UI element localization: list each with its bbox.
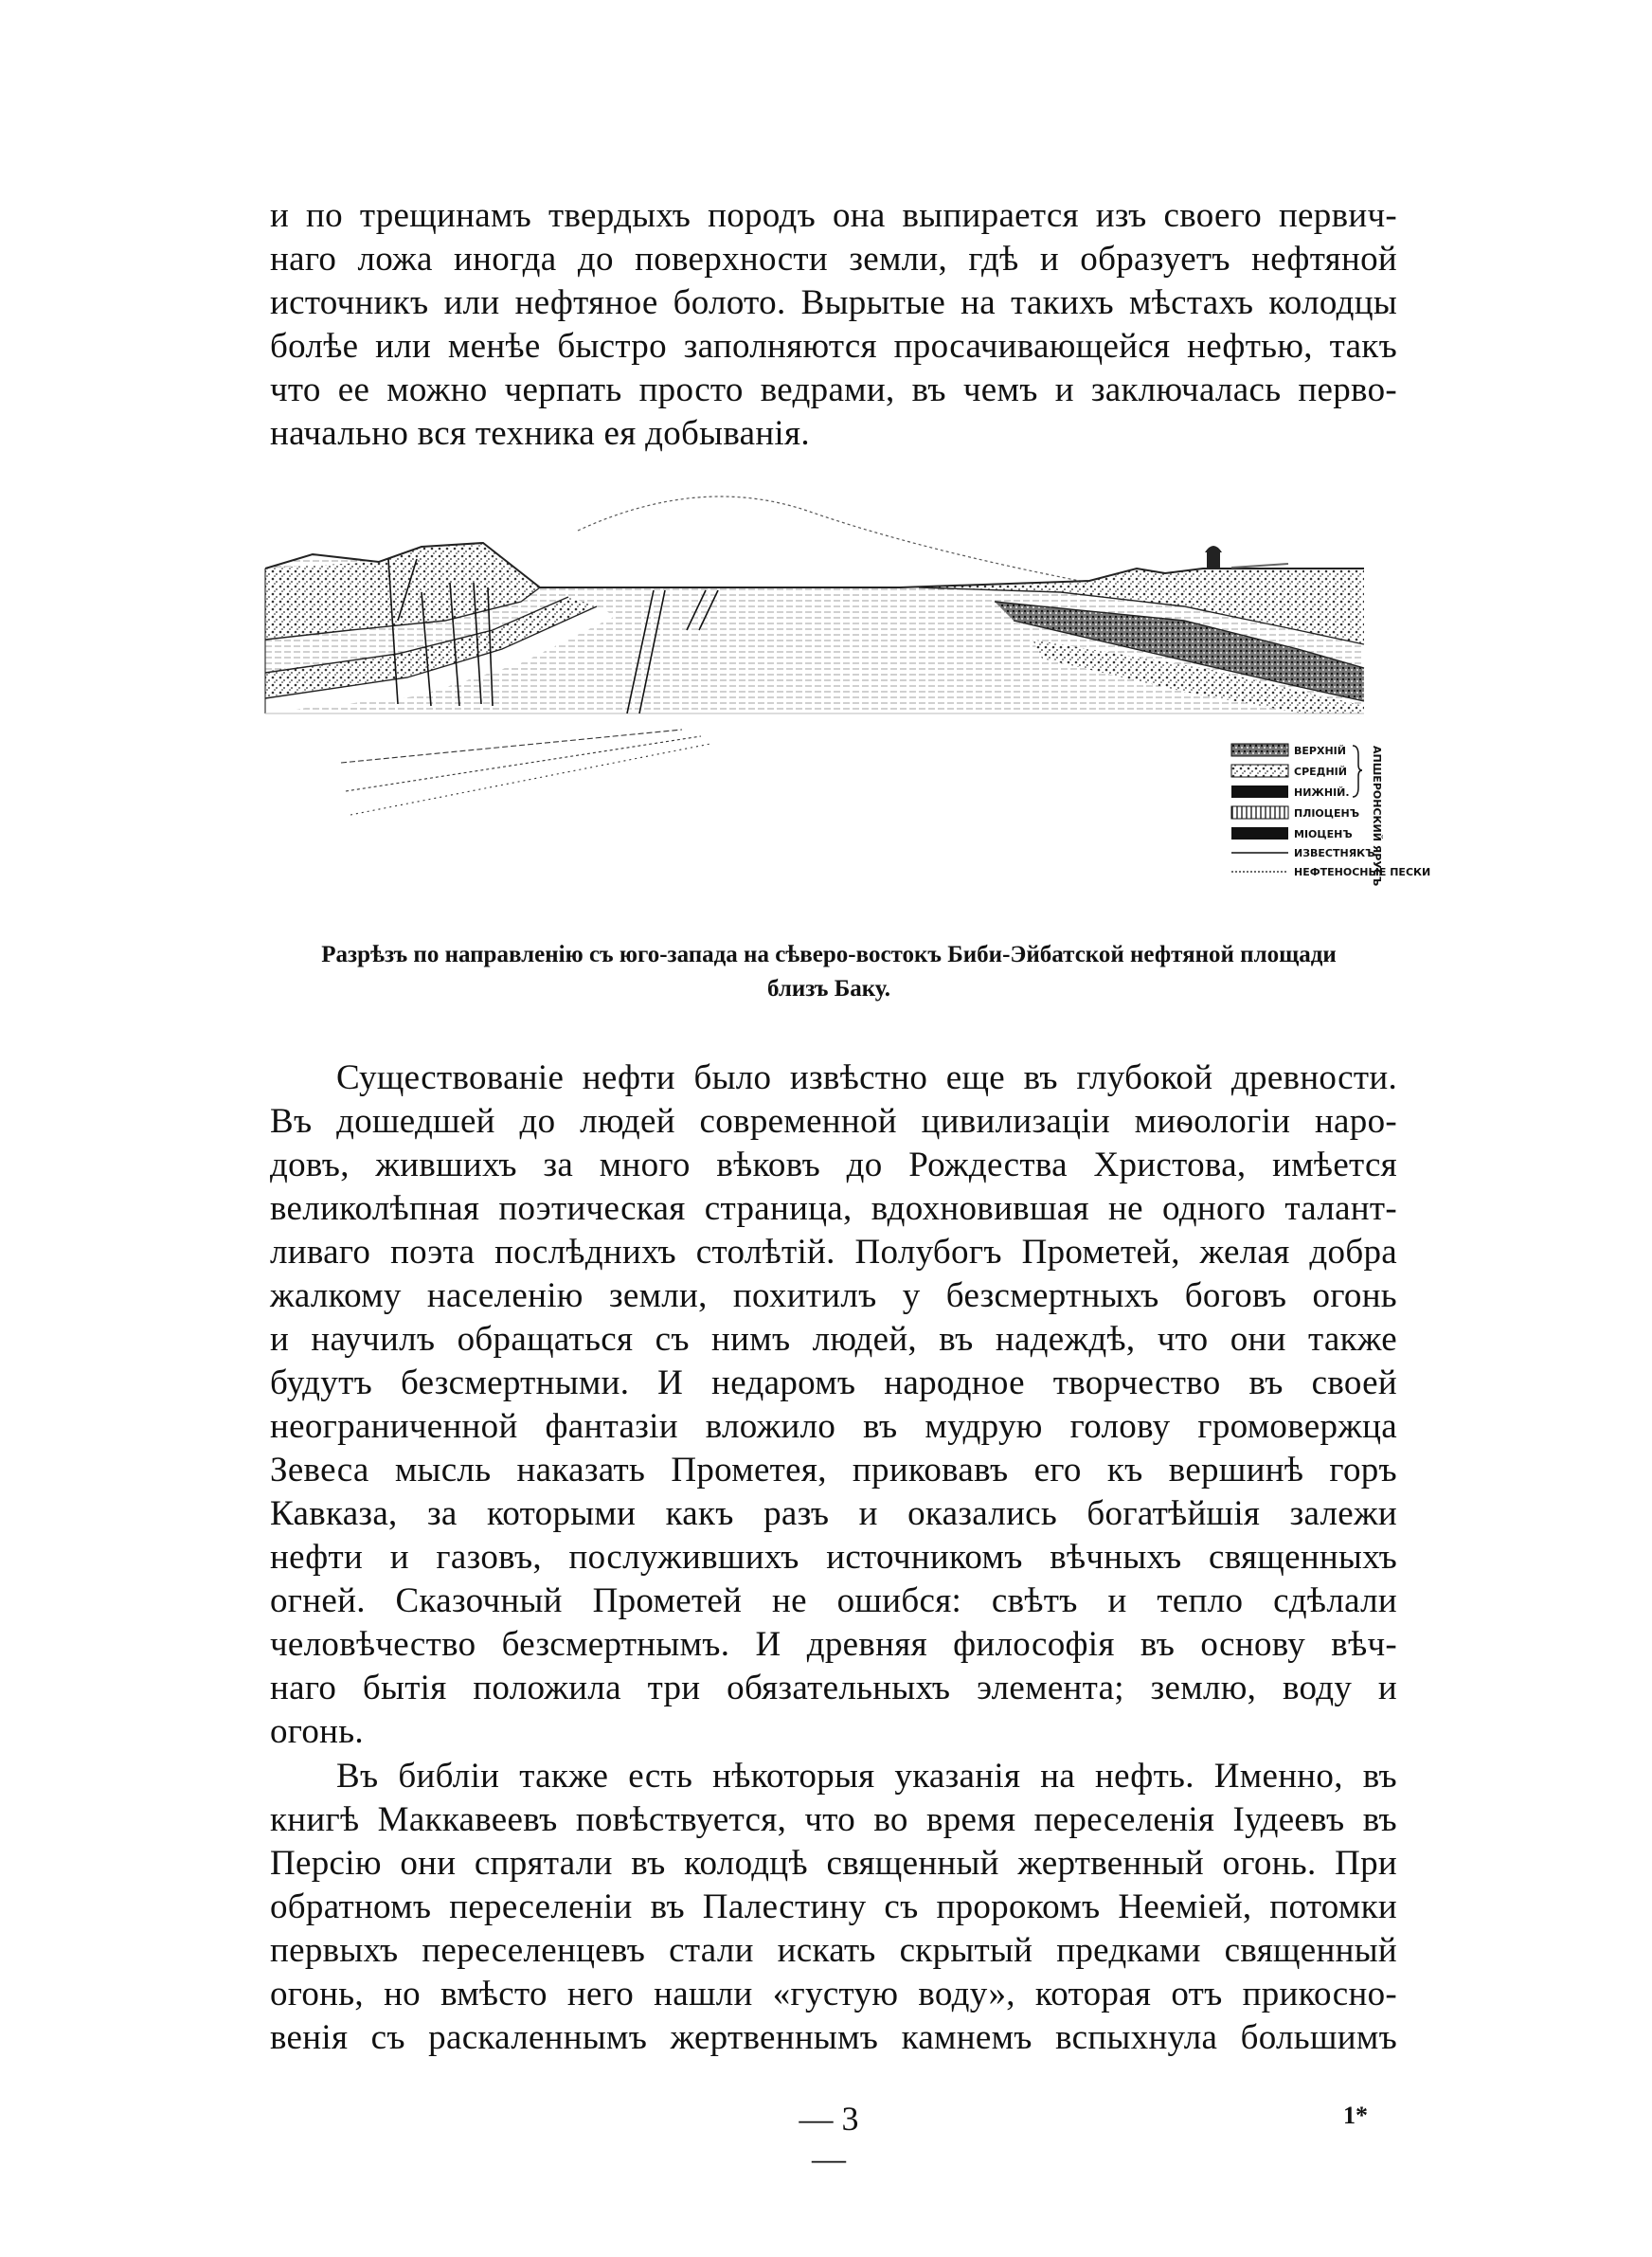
text-line: болѣе или менѣе быстро заполняются просачивающейся нефтью, такъ	[270, 327, 1397, 366]
text-line: будутъ безсмертными. И недаромъ народное творчество въ своей	[270, 1363, 1397, 1402]
text-line: огонь, но вмѣсто него нашли «густую воду», которая отъ прикосно-	[270, 1975, 1397, 2013]
dome-dash-arc	[578, 497, 1089, 583]
text-line: что ее можно черпать просто ведрами, въ чемъ и заключалась перво-	[270, 370, 1397, 409]
deep-strata-dashes	[341, 730, 710, 815]
legend	[1231, 744, 1430, 886]
text-line: Въ дошедшей до людей современной цивилизаціи миѳологіи наро-	[270, 1102, 1397, 1141]
legend-label: ПЛІОЦЕНЪ	[1294, 807, 1360, 820]
legend-label: НИЖНІЙ.	[1294, 786, 1350, 799]
text-line: нефти и газовъ, послужившихъ источникомъ вѣчныхъ священныхъ	[270, 1538, 1397, 1577]
text-line: и научилъ обращаться съ нимъ людей, въ надеждѣ, что они также	[270, 1320, 1397, 1359]
building-icon	[1205, 546, 1288, 568]
text-line: начально вся техника ея добыванія.	[270, 414, 810, 453]
text-line: Персію они спрятали въ колодцѣ священный жертвенный огонь. При	[270, 1844, 1397, 1883]
paragraph-bible	[270, 1755, 1397, 2060]
text-line: огонь.	[270, 1712, 364, 1751]
text-line: довъ, жившихъ за много вѣковъ до Рождества Христова, имѣется	[270, 1146, 1397, 1184]
legend-item-miocene	[1231, 827, 1353, 840]
legend-group-label: АПШЕРОНСКИЙ ЯРУСЪ	[1371, 746, 1383, 887]
text-line: Зевеса мысль наказать Прометея, приковавъ его къ вершинѣ горъ	[270, 1451, 1397, 1490]
text-line: огней. Сказочный Прометей не ошибся: свѣтъ и тепло сдѣлали	[270, 1581, 1397, 1620]
paragraph-top	[270, 194, 1397, 456]
legend-item-pliocene	[1231, 806, 1359, 820]
paragraph-main	[270, 1056, 1397, 1754]
legend-item-oil-sands	[1231, 866, 1430, 878]
text-line: человѣчество безсмертнымъ. И древняя философія въ основу вѣч-	[270, 1625, 1397, 1664]
text-line: источникъ или нефтяное болото. Вырытые на такихъ мѣстахъ колодцы	[270, 283, 1397, 322]
caption-line-2: близъ Баку.	[766, 976, 891, 1002]
text-line: обратномъ переселеніи въ Палестину съ пророкомъ Нееміей, потомки	[270, 1887, 1397, 1926]
text-line: наго ложа иногда до поверхности земли, гдѣ и образуетъ нефтяной	[270, 240, 1397, 279]
legend-item-limestone	[1231, 847, 1375, 859]
legend-item-lower	[1231, 785, 1350, 799]
text-line: венія съ раскаленнымъ жертвеннымъ камнемъ вспыхнула большимъ	[270, 2018, 1397, 2057]
text-line: книгѣ Маккавеевъ повѣствуется, что во время переселенія Іудеевъ въ	[270, 1800, 1397, 1839]
legend-label: МІОЦЕНЪ	[1294, 828, 1353, 840]
signature-mark: 1*	[1343, 2102, 1368, 2129]
geological-section-figure	[256, 478, 1431, 924]
legend-label: НЕФТЕНОСНЫЕ ПЕСКИ	[1294, 866, 1431, 878]
legend-item-middle	[1231, 765, 1347, 778]
text-line: великолѣпная поэтическая страница, вдохновившая не одного талант-	[270, 1189, 1397, 1228]
legend-label: ВЕРХНІЙ	[1294, 745, 1346, 757]
legend-label: СРЕДНІЙ	[1294, 766, 1347, 778]
text-line: Кавказа, за которыми какъ разъ и оказались богатѣйшія залежи	[270, 1494, 1397, 1533]
text-line: Существованіе нефти было извѣстно еще въ глубокой древности.	[336, 1058, 1397, 1097]
text-line: первыхъ переселенцевъ стали искать скрытый предками священный	[270, 1931, 1397, 1970]
legend-bracket	[1353, 746, 1362, 797]
text-line: и по трещинамъ твердыхъ породъ она выпирается изъ своего первич-	[270, 196, 1397, 235]
legend-label: ИЗВЕСТНЯКЪ	[1294, 847, 1375, 859]
caption-line-1: Разрѣзъ по направленію съ юго-запада на сѣверо-востокъ Биби-Эйбатской нефтяной площади	[321, 942, 1337, 967]
page-number: — 3 —	[799, 2100, 859, 2177]
figure-caption	[275, 938, 1383, 1006]
text-line: неограниченной фантазіи вложило въ мудрую голову громовержца	[270, 1407, 1397, 1446]
text-line: Въ библіи также есть нѣкоторыя указанія на нефть. Именно, въ	[336, 1757, 1397, 1796]
text-line: ливаго поэта послѣднихъ столѣтій. Полубогъ Прометей, желая добра	[270, 1233, 1397, 1272]
text-line: наго бытія положила три обязательныхъ элемента; землю, воду и	[270, 1669, 1397, 1707]
text-line: жалкому населенію земли, похитилъ у безсмертныхъ боговъ огонь	[270, 1276, 1397, 1315]
legend-item-upper	[1231, 744, 1346, 757]
